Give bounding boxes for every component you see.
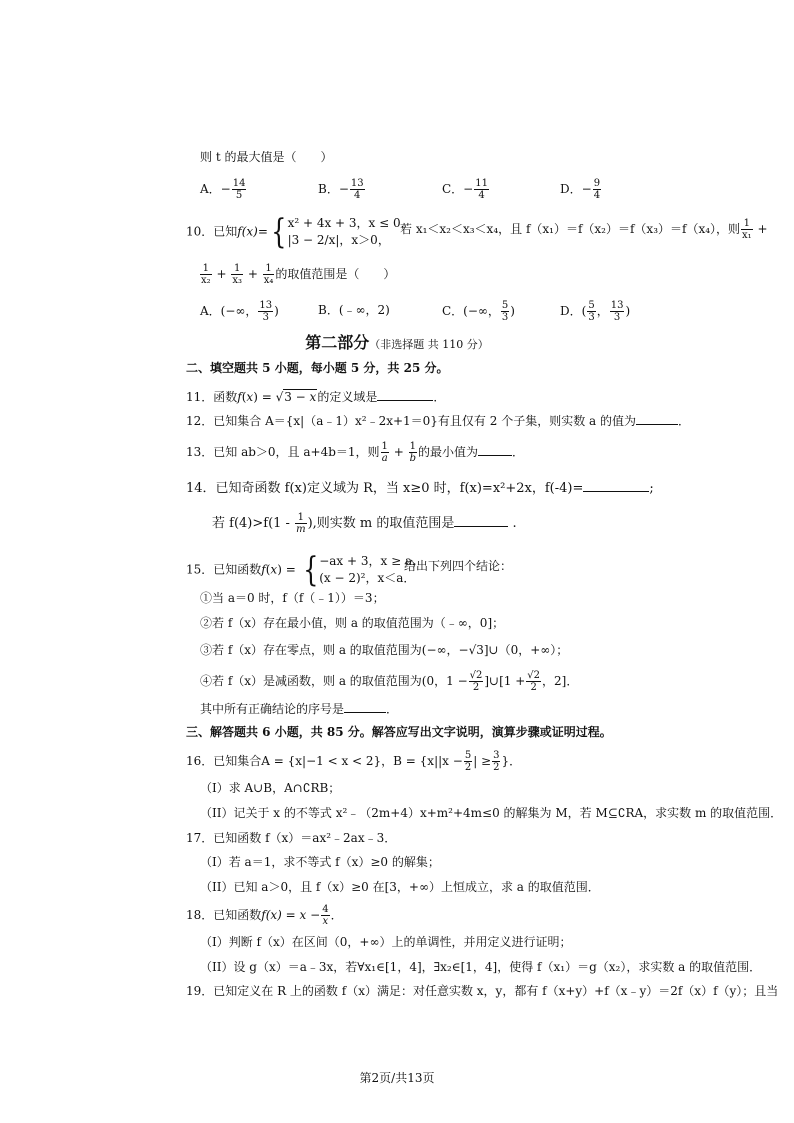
q10-condition: 若 x₁＜x₂＜x₃＜x₄，且 f（x₁）＝f（x₂）＝f（x₃）＝f（x₄），则 $\frac{1}{\text{x₁}}$ + (400, 218, 768, 241)
q15-statement-2: ②若 f（x）存在最小值，则 a 的取值范围为（﹣∞，0]； (200, 616, 505, 630)
q10-option-b: B．(﹣∞，2) (318, 303, 390, 317)
q9-option-d: D．− $\frac{9}{4}$ (560, 178, 601, 201)
q17-stem: 17．已知函数 f（x）＝ax²﹣2ax﹣3． (186, 831, 397, 845)
q16-part2: （II）记关于 x 的不等式 x²﹣（2m+4）x+m²+4m≤0 的解集为 M，若 M⊆∁RA，求实数 m 的取值范围． (200, 806, 783, 820)
q10-option-a: A．(−∞， $\frac{13}{3}$ ) (200, 300, 279, 323)
q12: 12．已知集合 A＝{x|（a﹣1）x²﹣2x+1＝0}有且仅有 2 个子集，则实数 a 的值为 ． (186, 410, 690, 431)
q14-line2: 若 f(4)>f(1 - $\frac{1}{m}$ ),则实数 m 的取值范围是 . (212, 512, 517, 535)
section2-heading: 二、填空题共 5 小题，每小题 5 分，共 25 分。 (186, 361, 449, 375)
part2-heading: 第二部分（非选择题 共 110 分） (305, 333, 489, 352)
q10-line2: $\frac{1}{\text{x₂}}$ + $\frac{1}{\text{x₃}}$ + $\frac{1}{\text{x₄}}$ 的取值范围是（ ） (201, 263, 396, 286)
q11: 11．函数f(x) = √3 − x的定义域是 ． (186, 386, 445, 407)
q18-part2: （II）设 g（x）＝a﹣3x，若∀x₁∈[1，4]，∃x₂∈[1，4]，使得 f（x₁）＝g（x₂），求实数 a 的取值范围． (200, 960, 762, 974)
q9-option-a: A．− $\frac{14}{5}$ (200, 178, 246, 201)
q10-stem: 10．已知f(x)={x² + 4x + 3，x ≤ 0， |3 − 2/x|，x＞0， (186, 212, 413, 252)
q15-statement-3: ③若 f（x）存在零点，则 a 的取值范围为(−∞，−√3]∪（0，+∞）； (200, 643, 569, 657)
q15-ask: 其中所有正确结论的序号是 ． (200, 698, 398, 719)
q17-part2: （II）已知 a＞0，且 f（x）≥0 在[3，+∞）上恒成立，求 a 的取值范围． (200, 880, 600, 894)
q14-line1: 14．已知奇函数 f(x)定义域为 R，当 x≥0 时，f(x)=x²+2x，f(-4)= ; (186, 477, 654, 499)
q13: 13．已知 ab＞0，且 a+4b＝1，则 $\frac{1}{a}$ + $\frac{1}{b}$ 的最小值为 ． (186, 441, 525, 464)
q18-part1: （I）判断 f（x）在区间（0，+∞）上的单调性，并用定义进行证明； (200, 935, 572, 949)
section3-heading: 三、解答题共 6 小题，共 85 分。解答应写出文字说明，演算步骤或证明过程。 (186, 725, 612, 739)
q19-stem: 19．已知定义在 R 上的函数 f（x）满足：对任意实数 x，y，都有 f（x+y）+f（x﹣y）＝2f（x）f（y）；且当 (186, 984, 779, 998)
q18-stem: 18．已知函数f(x) = x − $\frac{4}{x}$ ． (186, 904, 343, 927)
page-number: 第2页/共13页 (359, 1071, 435, 1085)
q16-part1: （I）求 A∪B，A∩∁RB； (200, 781, 341, 795)
q10-option-c: C．(−∞， $\frac{5}{3}$ ) (442, 300, 515, 323)
q15-tail: 给出下列四个结论： (404, 559, 513, 573)
q15-statement-1: ①当 a＝0 时，f（f（﹣1））＝3； (200, 591, 385, 605)
q17-part1: （I）若 a＝1，求不等式 f（x）≥0 的解集； (200, 855, 440, 869)
q10-option-d: D．( $\frac{5}{3}$ ， $\frac{13}{3}$ ) (560, 300, 631, 323)
q9-option-c: C．− $\frac{11}{4}$ (442, 178, 488, 201)
q16-stem: 16．已知集合A = {x|−1 < x < 2}，B = {x||x − $\frac{5}{2}$ | ≥ $\frac{3}{2}$ }． (186, 750, 522, 773)
q9-option-b: B．− $\frac{13}{4}$ (318, 178, 364, 201)
q9-stem: 则 t 的最大值是（ ） (200, 150, 333, 164)
q15-statement-4: ④若 f（x）是减函数，则 a 的取值范围为(0，1 − $\frac{√2}{2}$ ]∪[1 + $\frac{√2}{2}$ ，2]． (200, 670, 579, 693)
q15-stem: 15．已知函数f(x) = {−ax + 3，x ≥ a， (x − 2)²，x＜a． (186, 550, 425, 590)
